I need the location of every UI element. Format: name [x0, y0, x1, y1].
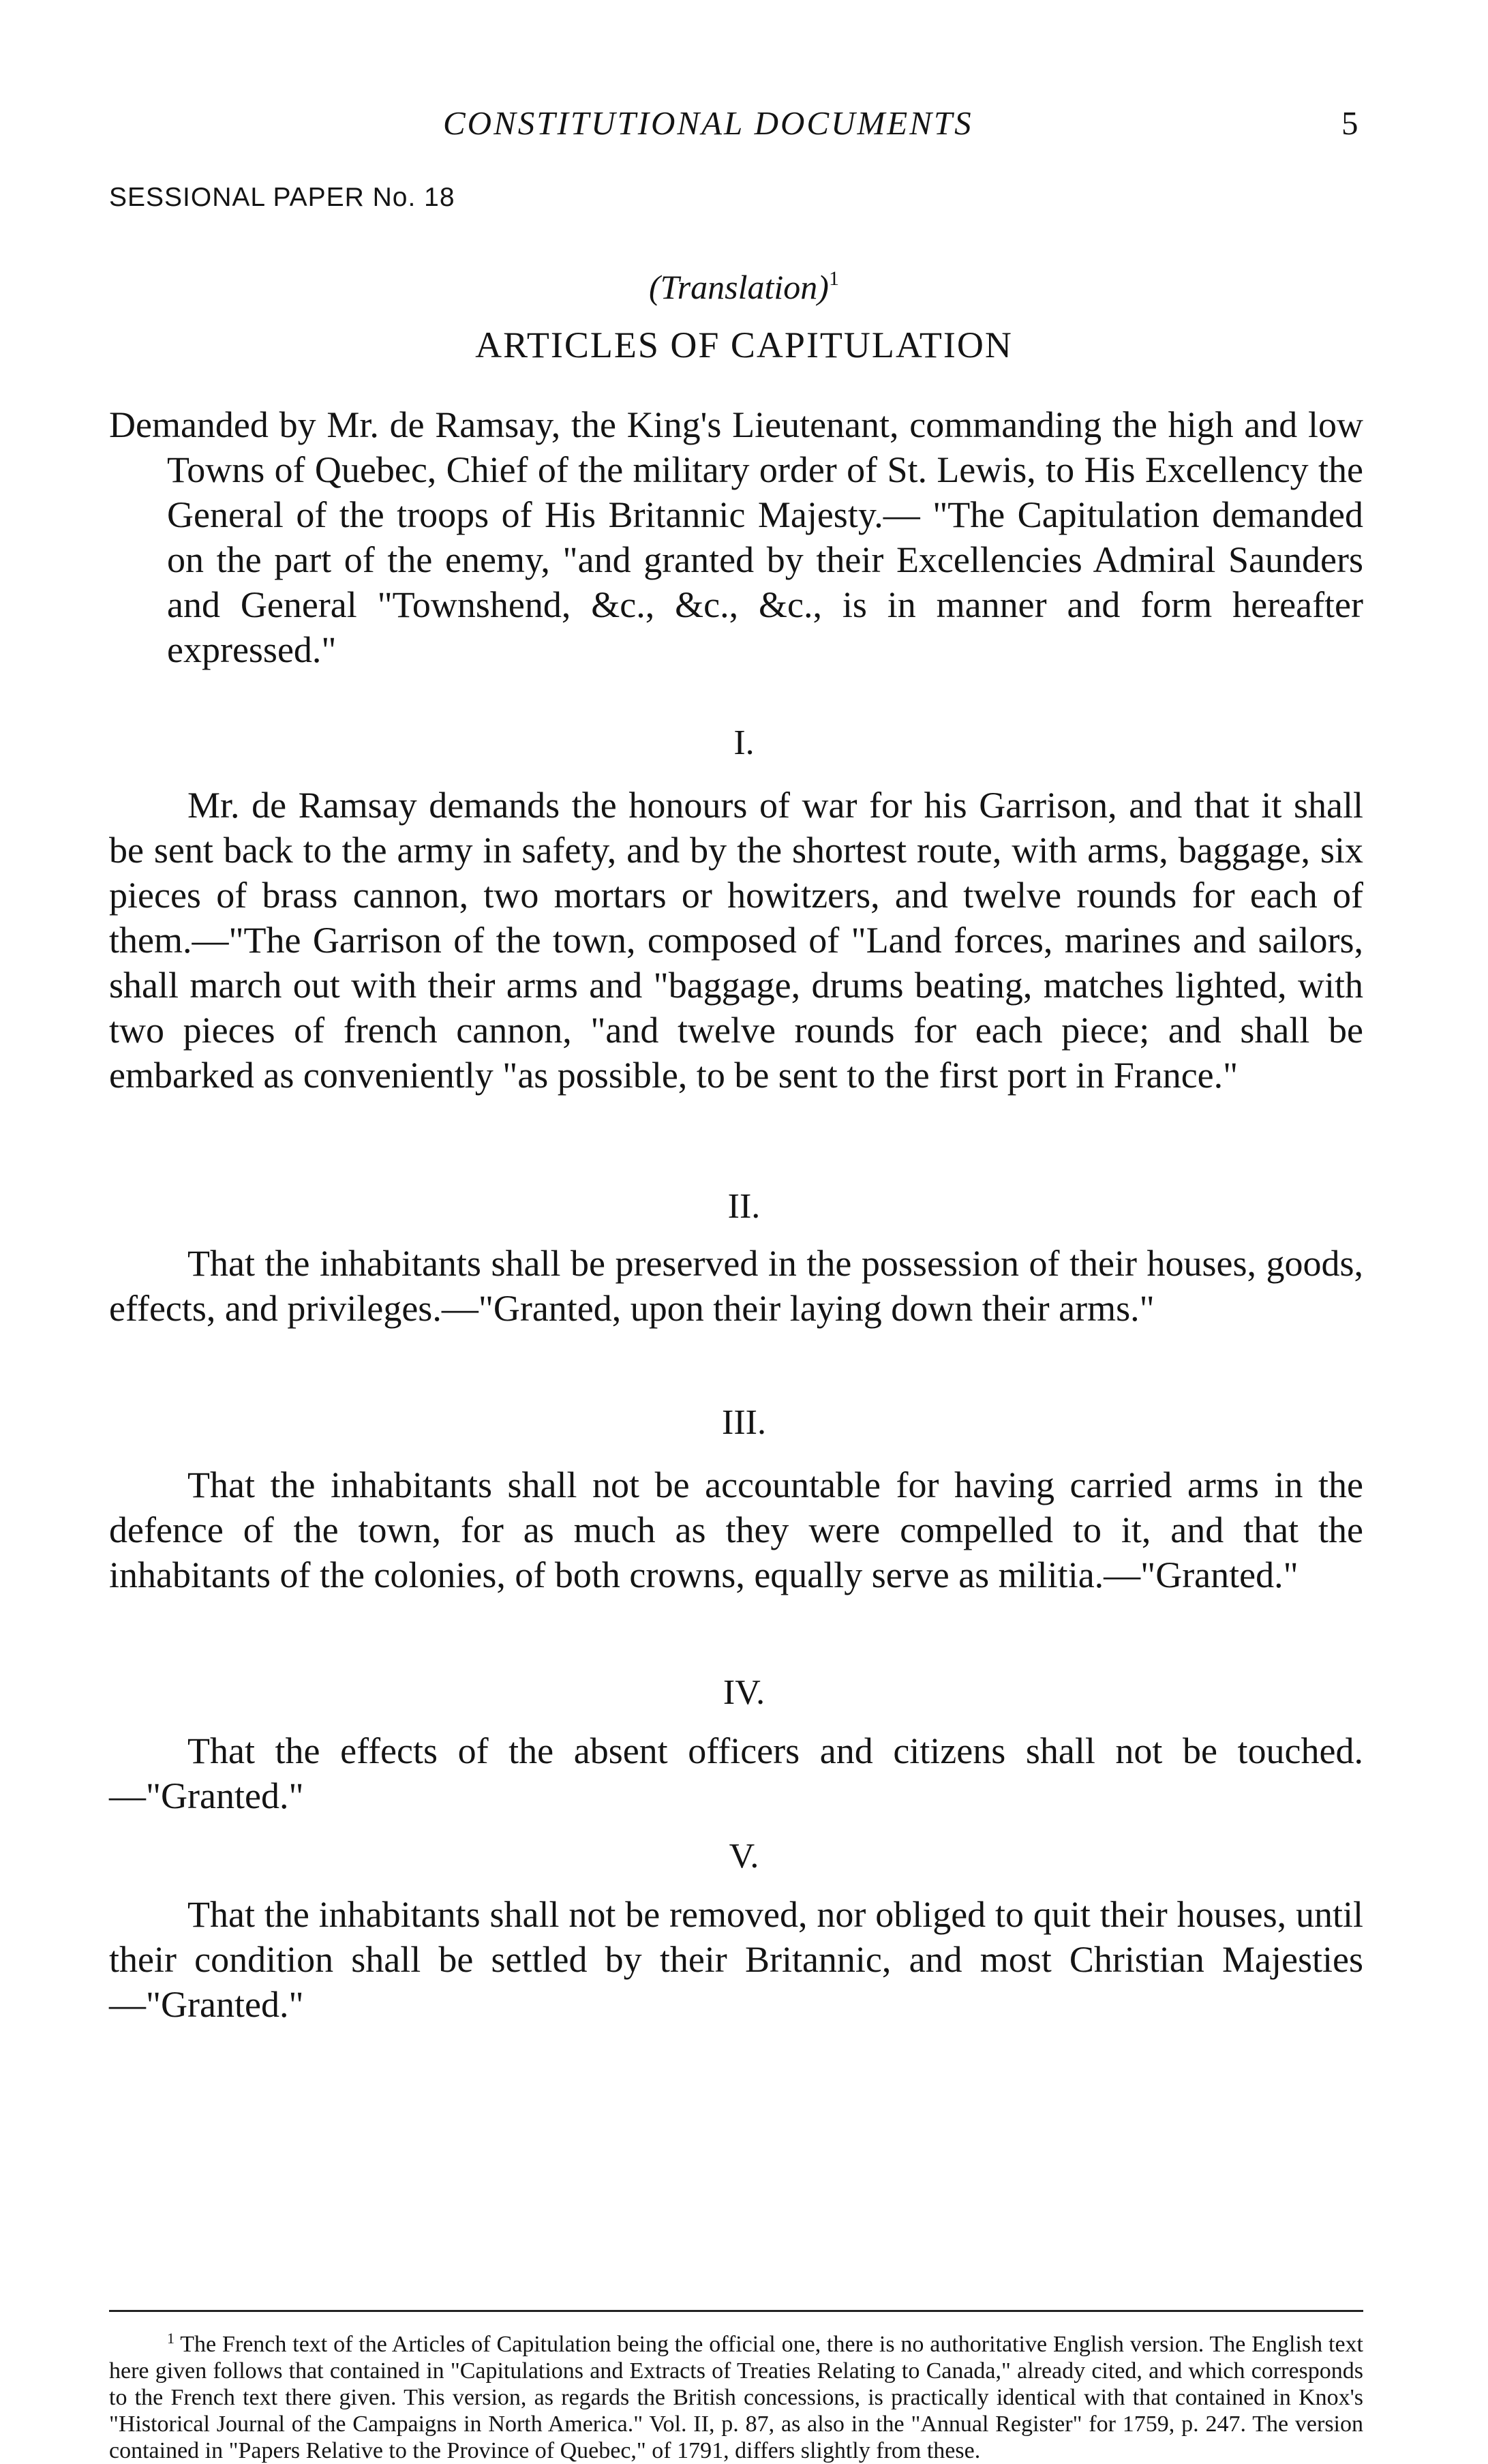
footnote-text: The French text of the Articles of Capitulation being the official one, there is no authoritative English version. The English text here given follows that contained in "Capitulations and Extracts of Treaties Relating to Canada," already cited, and which corresponds to the French text there given. This version, as regards the British concessions, is practically identical with that contained in Knox's "Historical Journal of the Campaigns in North America." Vol. II, p. 87, as also in the "Annual Register" for 1759, p. 247. The version contained in "Papers Relative to the Province of Quebec," of 1791, differs slightly from these.	[109, 2332, 1363, 2463]
translation-label	[0, 267, 1488, 307]
article-number-2: II.	[727, 1187, 761, 1226]
article-text-1: Mr. de Ramsay demands the honours of war for his Garrison, and that it shall be sent back to the army in safety, and by the shortest route, with arms, baggage, six pieces of brass cannon, two mortars or howitzers, and twelve rounds for each of them.—"The Garrison of the town, composed of "Land forces, marines and sailors, shall march out with their arms and "baggage, drums beating, matches lighted, with two pieces of french cannon, "and twelve rounds for each piece; and shall be embarked as conveniently "as possible, to be sent to the first port in France."	[109, 785, 1363, 1096]
page-number: 5	[1341, 104, 1361, 142]
footnote	[109, 2325, 1363, 2464]
article-text-5: That the inhabitants shall not be removed, nor obliged to quit their houses, until their condition shall be settled by their Britannic, and most Christian Majesties—"Granted."	[109, 1894, 1363, 2025]
footnote-mark: 1	[167, 2330, 174, 2347]
article-text-4: That the effects of the absent officers and citizens shall not be touched. —"Granted."	[109, 1730, 1363, 1816]
document-heading: ARTICLES OF CAPITULATION	[475, 325, 1013, 365]
running-title: CONSTITUTIONAL DOCUMENTS	[443, 104, 973, 142]
footnote-rule	[109, 2310, 1363, 2312]
article-number-1: I.	[733, 723, 755, 762]
translation-text: (Translation)	[649, 268, 829, 306]
intro-paragraph: Demanded by Mr. de Ramsay, the King's Lieutenant, commanding the high and low Towns of Quebec, Chief of the military order of St. Lewis, to His Excellency the General of the troops of His Britannic Majesty.— "The Capitulation demanded on the part of the enemy, "and granted by their Excellencies Admiral Saunders and General "Townshend, &c., &c., &c., is in manner and form hereafter expressed."	[109, 404, 1363, 670]
translation-footnote-mark: 1	[828, 267, 839, 290]
article-text-3: That the inhabitants shall not be accountable for having carried arms in the defence of the town, for as much as they were compelled to it, and that the inhabitants of the colonies, of both crowns, equally serve as militia.—"Granted."	[109, 1464, 1363, 1595]
article-number-4: IV.	[723, 1673, 765, 1712]
sessional-paper-label: SESSIONAL PAPER No. 18	[109, 183, 455, 212]
article-number-5: V.	[729, 1837, 759, 1876]
article-text-2: That the inhabitants shall be preserved in the possession of their houses, goods, effects, and privileges.—"Granted, upon their laying down their arms."	[109, 1243, 1363, 1329]
article-number-3: III.	[722, 1403, 766, 1442]
